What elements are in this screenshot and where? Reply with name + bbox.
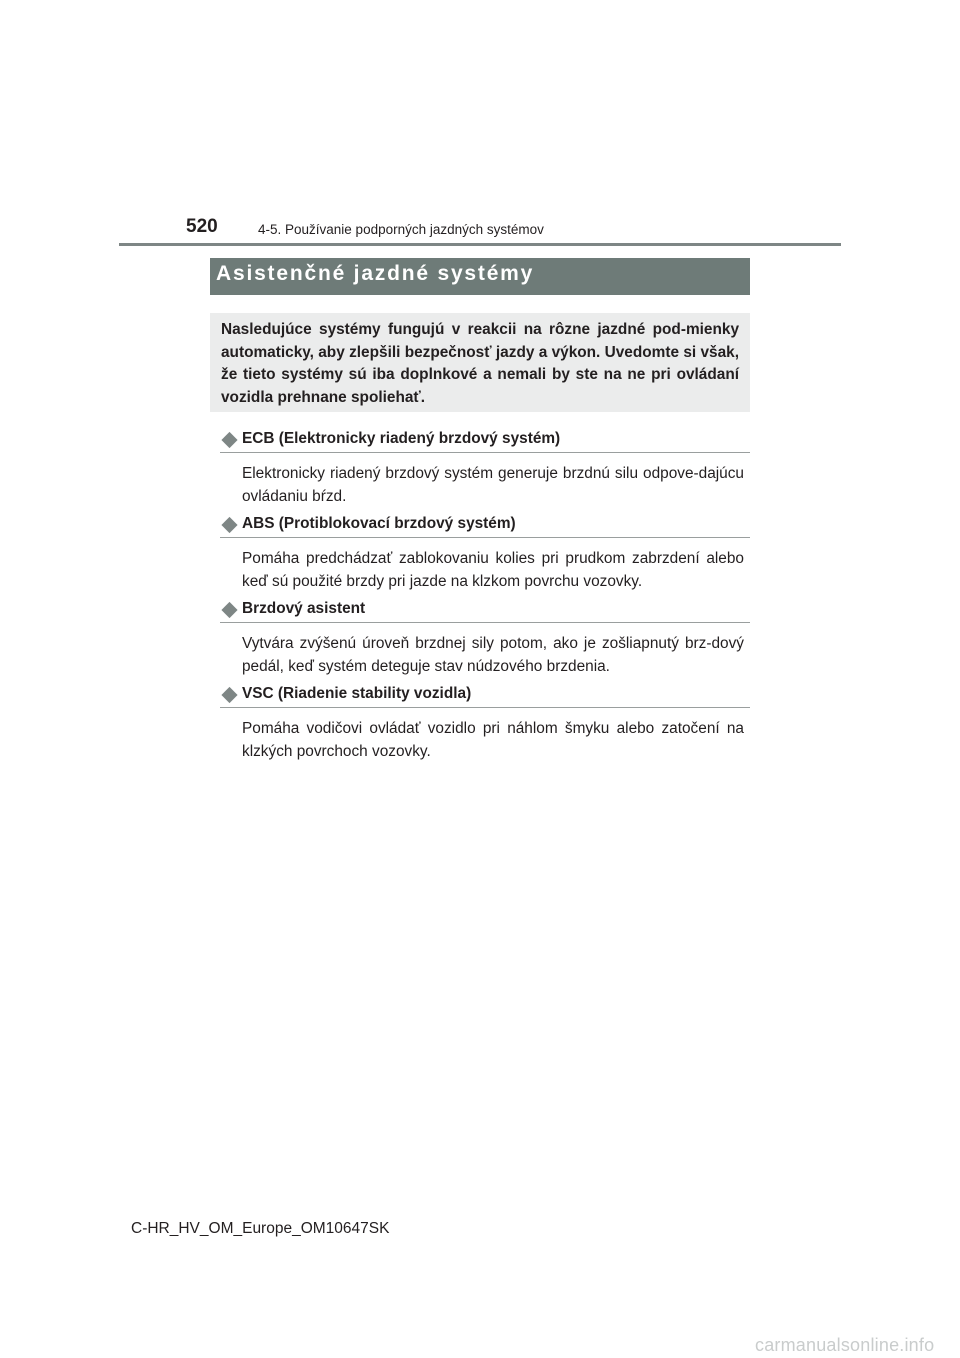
page-number: 520 [186, 216, 218, 237]
intro-text: Nasledujúce systémy fungujú v reakcii na rôzne jazdné pod-mienky automaticky, aby zlepšili bezpečnosť jazdy a výkon. Uvedomte si však, že tieto systémy sú iba doplnkové a nemali by ste na ne pri ovládaní vozidla prehnane spoliehať. [221, 321, 739, 406]
topic-heading [220, 598, 750, 623]
footer-document-code: C-HR_HV_OM_Europe_OM10647SK [131, 1220, 390, 1237]
running-head: 4-5. Používanie podporných jazdných systémov [258, 222, 544, 237]
topic-body: Pomáha predchádzať zablokovaniu kolies pri prudkom zabrzdení alebo keď sú použité brzdy pri jazde na klzkom povrchu vozovky. [242, 550, 744, 590]
topic-body: Pomáha vodičovi ovládať vozidlo pri náhlom šmyku alebo zatočení na klzkých povrchoch vozovky. [242, 720, 744, 760]
diamond-bullet-icon [220, 601, 239, 619]
topic-ecb [220, 428, 750, 508]
section-banner [210, 258, 750, 295]
topic-heading [220, 428, 750, 453]
intro-box [210, 313, 750, 412]
topic-heading [220, 513, 750, 538]
header-rule [119, 243, 841, 246]
diamond-bullet-icon [220, 686, 239, 704]
topic-title: VSC (Riadenie stability vozidla) [242, 685, 472, 702]
topic-body: Vytvára zvýšenú úroveň brzdnej sily potom, ako je zošliapnutý brz-dový pedál, keď systém deteguje stav núdzového brzdenia. [242, 635, 744, 675]
topic-body: Elektronicky riadený brzdový systém generuje brzdnú silu odpove-dajúcu ovládaniu bŕzd. [242, 465, 744, 505]
topic-title: Brzdový asistent [242, 600, 366, 617]
topic-title: ECB (Elektronicky riadený brzdový systém) [242, 430, 561, 447]
watermark: carmanualsonline.info [755, 1335, 935, 1355]
topic-vsc [220, 683, 750, 763]
diamond-bullet-icon [220, 516, 239, 534]
topic-brake-assist [220, 598, 750, 678]
topic-title: ABS (Protiblokovací brzdový systém) [242, 515, 516, 532]
topic-heading [220, 683, 750, 708]
section-title: Asistenčné jazdné systémy [216, 262, 535, 285]
topic-abs [220, 513, 750, 593]
diamond-bullet-icon [220, 431, 239, 449]
